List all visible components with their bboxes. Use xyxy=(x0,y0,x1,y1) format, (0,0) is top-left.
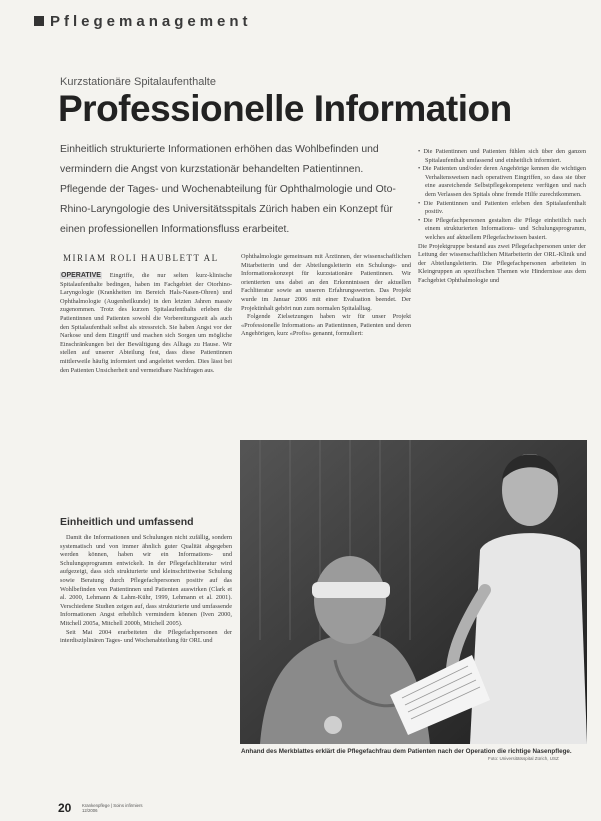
body-column-2 xyxy=(241,253,411,433)
bullet-item: • Die Patienten und/oder deren Angehörige kennen die wichtigen Verhaltensweisen nach operativen Eingriffen, so dass sie über eine ausreichende Selbstpflegekompetenz verfügen und nach dem Verlassen des Spitals ohne fremde Hilfe zurechtkommen. xyxy=(418,165,586,198)
bullet-item: • Die Patientinnen und Patienten fühlen sich über den ganzen Spitalaufenthalt umfassend und einheitlich informiert. xyxy=(418,148,586,164)
article-photo xyxy=(240,440,587,744)
paragraph: Die Projektgruppe bestand aus zwei Pflegefachpersonen unter der Leitung der wissenschaftlichen Mitarbeiterin der ORL-Klinik und der Abteilungsleiterin. Die Pflegefachpersonen arbeiteten in Kleingruppen an spezifischen Themen wie Hindernisse aus dem Fachgebiet Ophthalmologie und xyxy=(418,242,586,284)
article-lead: Einheitlich strukturierte Informationen erhöhen das Wohlbefinden und vermindern die Angst von kurzstationär behandelten Patientinnen. Pflegende der Tages- und Wochenabteilung für Ophthalmologie und Oto-Rhino-Laryngologie des Universitätsspitals Zürich haben ein Konzept für einen professionellen Informationsfluss erarbeitet. xyxy=(60,144,396,235)
journal-issue: 12/2006 xyxy=(82,808,98,813)
bullet-item: • Die Patientinnen und Patienten erleben den Spitalaufenthalt positiv. xyxy=(418,199,586,216)
paragraph: Damit die Informationen und Schulungen nicht zufällig, sondern systematisch und von immer ähnlich guter Qualität abgegeben werden können, haben wir ein Informations- und Schulungsprogramm entwickelt. In der Pflegefachliteratur wird aufgezeigt, dass sich strukturierte und kleinschrittweise Schulung sowie Beratung durch Pflegefachpersonen positiv auf das Wohlbefinden von Patientinnen und Patienten auswirken (Clark et al. 2000, Lehmann & Lahm-Kühr, 1999, Lehmann et al. 2001). Verschiedene Studien zeigen auf, dass strukturierte und umfassende Informationen Angst erheblich vermindern können (Iven 2000, Mitchell 2005a, Mitchell 2000b, Mitchell 2005). xyxy=(60,534,232,627)
article-kicker: Kurzstationäre Spitalaufenthalte xyxy=(60,76,216,88)
section-marker xyxy=(34,16,44,26)
body-column-1 xyxy=(60,272,232,510)
intro-label: OPERATIVE xyxy=(61,272,101,279)
page-number: 20 xyxy=(58,801,72,815)
journal-footer xyxy=(82,803,143,813)
section-title: Pflegemanagement xyxy=(50,13,252,30)
subheading: Einheitlich und umfassend xyxy=(60,516,194,528)
journal-name: Krankenpflege | Soins infirmiers xyxy=(82,803,143,808)
paragraph: Ophthalmologie gemeinsam mit Ärztinnen, der wissenschaftlichen Mitarbeiterin und der Abteilungsleiterin ein Schulungs- und Informationskonzept für kurzstationäre Patientinnen. Wir orientierten uns dabei an den Erkenntnissen der aktuellen Fachliteratur sowie an unseren Erfahrungswerten. Das Projekt wurde im Januar 2006 mit einer Evaluation beendet. Der Projektinhalt gehört nun zum normalen Spitalalltag. xyxy=(241,253,411,312)
article-title: Professionelle Information xyxy=(58,88,512,129)
paragraph: Seit Mai 2004 erarbeiteten die Pflegefachpersonen der interdisziplinären Tages- und Wochenabteilung für ORL und xyxy=(60,628,232,645)
body-column-1-cont xyxy=(60,534,232,814)
intro-text: Eingriffe, die nur selten kurz-klinische Spitalaufenthalte bedingen, haben im Fachgebiet der Otorhino-Laryngologie (Krankheiten im Bereich Hals-Nasen-Ohren) und Ophthalmologie (Augenheilkunde) in den letzten Jahren massiv zugenommen. Trotz des kurzen Spitalaufenthalts erleben die Patientinnen und Patienten sowohl die Vorbereitungszeit als auch den Spitalaufenthalt selbst als stressreich. Sie haben Angst vor der Narkose und dem Eingriff und machen sich Sorgen um mögliche Einschränkungen bei der Bewältigung des Alltags zu Hause. Wir stellen auf unserer Abteilung fest, dass diese Patientinnen mittlerweile häufig informiert und angeleitet werden. Dies lässt bei den Patienten Unsicherheit und vermeidbare Nachfragen aus. xyxy=(60,272,232,374)
body-column-3 xyxy=(418,148,586,433)
intro-paragraph xyxy=(60,272,232,375)
bullet-item: • Die Pflegefachpersonen gestalten die Pflege einheitlich nach einem strukturierten Informations- und Schulungsprogramm, welches auf aktuellem Pflegefachwissen basiert. xyxy=(418,216,586,241)
photo-caption: Anhand des Merkblattes erklärt die Pflegefachfrau dem Patienten nach der Operation die richtige Nasenpflege. xyxy=(241,748,572,755)
photo-illustration xyxy=(240,440,587,744)
photo-credit: Foto: Universitätsspital Zürich, USZ xyxy=(488,756,559,761)
section-header xyxy=(34,13,252,30)
paragraph: Folgende Zielsetzungen haben wir für unser Projekt «Professionelle Information» an Patientinnen, Patienten und deren Angehörigen, kurz «Profis» genannt, formuliert: xyxy=(241,313,411,338)
article-byline: MIRIAM ROLI HAUBLETT AL xyxy=(63,253,219,263)
